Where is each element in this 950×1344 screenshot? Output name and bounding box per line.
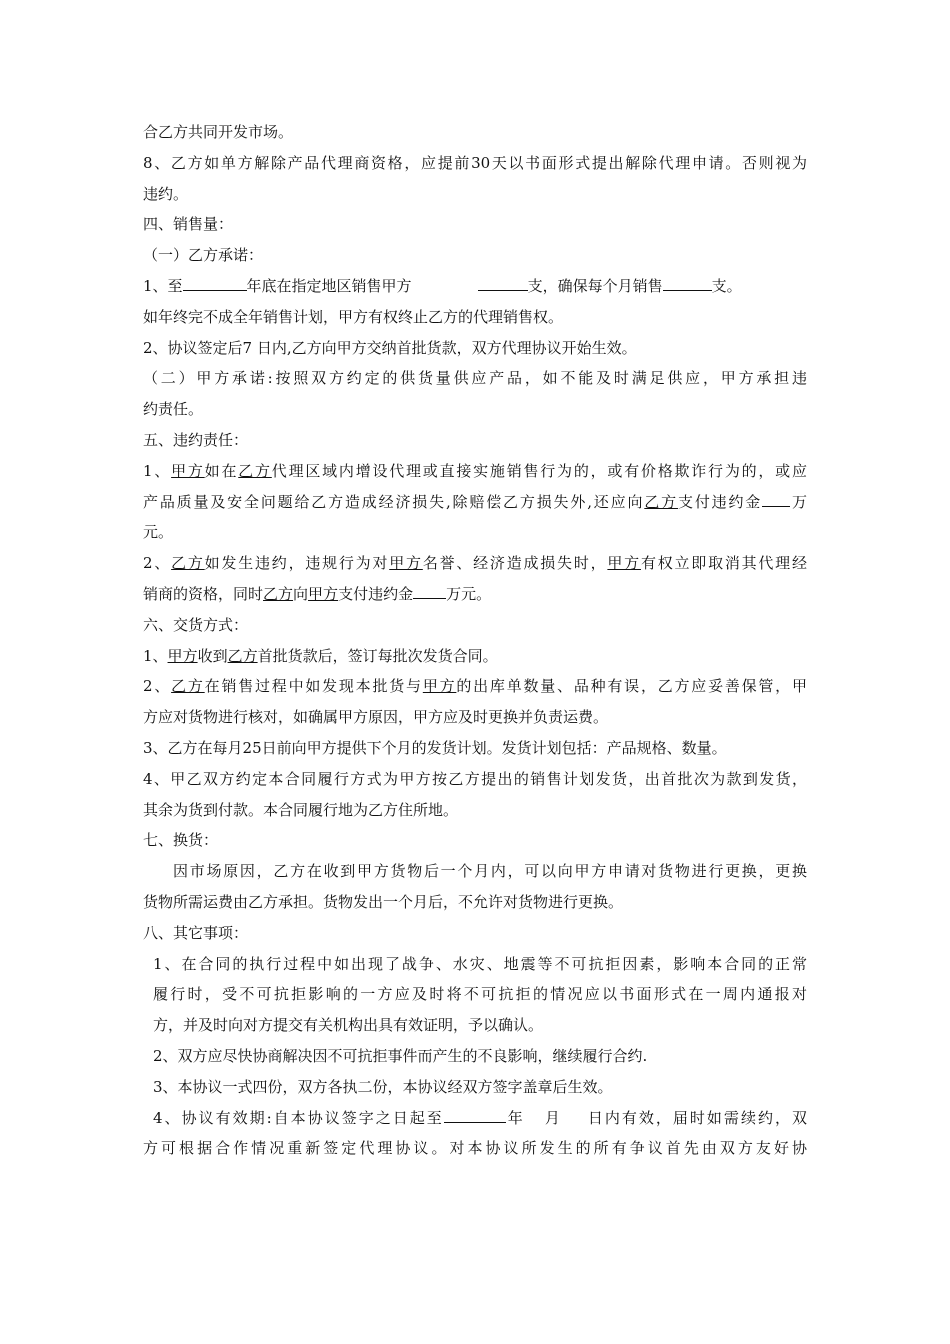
text-segment: 销商的资格，同时	[143, 584, 264, 603]
text-segment: 如在	[204, 461, 239, 480]
text-segment: 4、协议有效期:自本协议签字之日起至	[153, 1108, 444, 1127]
section-4-1-heading: （一）乙方承诺：	[143, 246, 264, 265]
party-a-underlined: 甲方	[167, 646, 198, 665]
section-8-heading: 八、其它事项：	[143, 923, 249, 942]
party-b-underlined: 乙方	[227, 646, 258, 665]
text-segment: 如发生违约，违规行为对	[204, 554, 390, 573]
clause-6-3: 3、乙方在每月25日前向甲方提供下个月的发货计划。发货计划包括：产品规格、数量。	[143, 738, 727, 757]
text-segment: 名誉、经济造成损失时，	[422, 554, 608, 573]
clause-8-1-line3: 方，并及时向对方提交有关机构出具有效证明，予以确认。	[153, 1016, 544, 1035]
blank-total-quantity	[478, 274, 528, 291]
party-b-underlined: 乙方	[263, 584, 294, 603]
text-segment: 支付违约金	[338, 584, 414, 603]
clause-8-1-line1: 1、在合同的执行过程中如出现了战争、水灾、地震等不可抗拒因素，影响本合同的正常	[153, 954, 807, 973]
text-segment: 收到	[197, 646, 228, 665]
blank-year	[183, 274, 247, 291]
clause-6-4-line2: 其余为货到付款。本合同履行地为乙方住所地。	[143, 800, 459, 819]
clause-5-2-line2	[143, 579, 807, 610]
clause-5-1-line2	[143, 487, 807, 518]
clause-5-2-line1	[143, 548, 807, 579]
text-segment: 年	[505, 1108, 525, 1127]
clause-5-1-line1	[143, 456, 807, 487]
section-4-2-line1: （二）甲方承诺:按照双方约定的供货量供应产品，如不能及时满足供应，甲方承担违	[143, 369, 807, 388]
text-segment: 1、	[143, 461, 172, 480]
party-b-underlined: 乙方	[171, 677, 205, 696]
text-segment: 2、	[143, 554, 172, 573]
clause-8-4-line2: 方可根据合作情况重新签定代理协议。对本协议所发生的所有争议首先由双方友好协	[143, 1139, 807, 1158]
clause-4-1-1-line1	[143, 271, 807, 302]
text-segment: 向	[293, 584, 309, 603]
clause-8-4-line1	[143, 1103, 807, 1134]
text-segment: 1、至	[143, 276, 183, 295]
blank-end-date	[444, 1106, 506, 1123]
clause-8-3: 3、本协议一式四份，双方各执二份，本协议经双方签字盖章后生效。	[153, 1077, 613, 1096]
clause-6-1	[143, 641, 807, 672]
text-segment: 2、	[143, 677, 172, 696]
section-6-heading: 六、交货方式：	[143, 615, 249, 634]
text-segment: 在销售过程中如发现本批货与	[204, 677, 423, 696]
clause-3-8-line1: 8、乙方如单方解除产品代理商资格，应提前30天以书面形式提出解除代理申请。否则视为	[143, 153, 807, 172]
text-segment: 年底在指定地区销售甲方	[246, 276, 412, 295]
clause-3-continuation: 合乙方共同开发市场。	[143, 123, 294, 141]
section-7-heading: 七、换货：	[143, 831, 219, 850]
text-segment: 1、	[143, 646, 168, 665]
clause-5-1-line3: 元。	[143, 523, 174, 542]
contract-page	[143, 117, 807, 1164]
blank-penalty-amount	[762, 490, 790, 507]
clause-6-2-line1	[143, 671, 807, 702]
party-a-underlined: 甲方	[308, 584, 339, 603]
text-segment: 万元。	[446, 584, 492, 603]
blank-monthly-quantity	[663, 274, 712, 291]
text-segment: 有权立即取消其代理经	[640, 554, 807, 573]
party-b-underlined: 乙方	[644, 492, 678, 511]
clause-4-1-2: 2、协议签定后7 日内,乙方向甲方交纳首批货款，双方代理协议开始生效。	[143, 338, 637, 357]
clause-3-8-line2: 违约。	[143, 184, 189, 203]
party-a-underlined: 甲方	[422, 677, 457, 696]
clause-8-2: 2、双方应尽快协商解决因不可抗拒事件而产生的不良影响，继续履行合约.	[153, 1046, 648, 1065]
text-segment: 支。	[711, 276, 742, 295]
text-segment: 万	[790, 492, 807, 511]
blank-penalty-amount	[413, 582, 446, 599]
text-segment: 支，确保每个月销售	[527, 276, 663, 295]
clause-6-2-line2: 方应对货物进行核对，如确属甲方原因，甲方应及时更换并负责运费。	[143, 708, 609, 727]
party-a-underlined: 甲方	[171, 461, 205, 480]
clause-8-1-line2: 履行时，受不可抗拒影响的一方应及时将不可抗拒的情况应以书面形式在一周内通报对	[153, 985, 807, 1004]
text-segment: 月	[542, 1108, 562, 1127]
section-4-heading: 四、销售量：	[143, 215, 234, 234]
section-7-line1: 因市场原因，乙方在收到甲方货物后一个月内，可以向甲方申请对货物进行更换，更换	[173, 862, 807, 881]
text-segment: 的出库单数量、品种有误，乙方应妥善保管，甲	[456, 677, 807, 696]
section-5-heading: 五、违约责任：	[143, 430, 249, 449]
clause-4-1-1-line2: 如年终完不成全年销售计划，甲方有权终止乙方的代理销售权。	[143, 307, 564, 326]
text-segment: 支付违约金	[677, 492, 763, 511]
section-7-line2: 货物所需运费由乙方承担。货物发出一个月后，不允许对货物进行更换。	[143, 892, 624, 911]
party-a-underlined: 甲方	[607, 554, 641, 573]
party-b-underlined: 乙方	[171, 554, 205, 573]
party-a-underlined: 甲方	[389, 554, 423, 573]
clause-6-4-line1: 4、甲乙双方约定本合同履行方式为甲方按乙方提出的销售计划发货，出首批次为款到发货，	[143, 769, 807, 788]
section-4-2-line2: 约责任。	[143, 400, 204, 419]
text-segment: 首批货款后，签订每批次发货合同。	[257, 646, 498, 665]
text-segment: 代理区域内增设代理或直接实施销售行为的，或有价格欺诈行为的，或应	[271, 461, 807, 480]
text-segment: 日内有效，届时如需续约，双	[585, 1108, 807, 1127]
party-b-underlined: 乙方	[238, 461, 272, 480]
text-segment: 产品质量及安全问题给乙方造成经济损失,除赔偿乙方损失外,还应向	[143, 492, 645, 511]
